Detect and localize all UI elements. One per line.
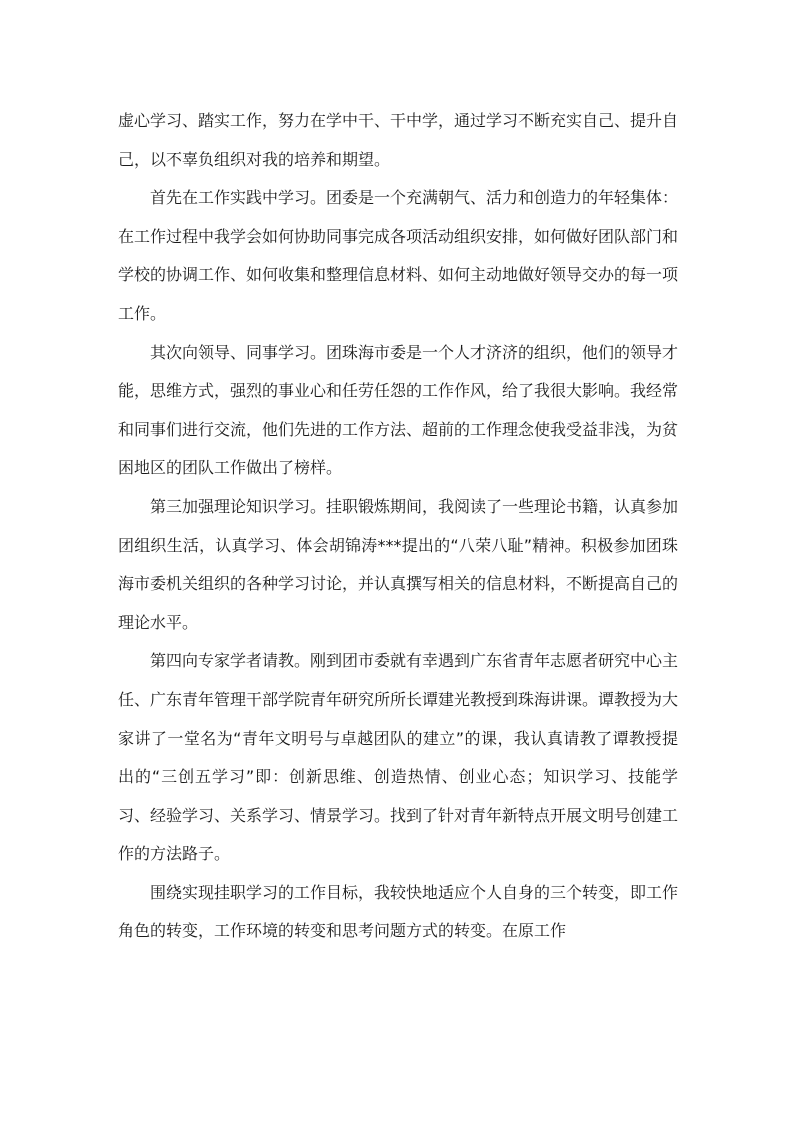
paragraph-three-transitions: 围绕实现挂职学习的工作目标，我较快地适应个人自身的三个转变，即工作角色的转变，工作环境的转变和思考问题方式的转变。在原工作 <box>118 882 679 941</box>
paragraph-theory-study: 第三加强理论知识学习。挂职锻炼期间，我阅读了一些理论书籍，认真参加团组织生活，认真学习、体会胡锦涛***提出的“八荣八耻”精神。积极参加团珠海市委机关组织的各种学习讨论，并认真撰写相关的信息材料，不断提高自己的理论水平。 <box>118 496 679 632</box>
paragraph-work-practice: 首先在工作实践中学习。团委是一个充满朝气、活力和创造力的年轻集体：在工作过程中我学会如何协助同事完成各项活动组织安排，如何做好团队部门和学校的协调工作、如何收集和整理信息材料、如何主动地做好领导交办的每一项工作。 <box>118 188 679 323</box>
paragraph-expert-consult: 第四向专家学者请教。刚到团市委就有幸遇到广东省青年志愿者研究中心主任、广东青年管理干部学院青年研究所所长谭建光教授到珠海讲课。谭教授为大家讲了一堂名为“青年文明号与卓越团队的建立”的课，我认真请教了谭教授提出的“三创五学习”即：创新思维、创造热情、创业心态；知识学习、技能学习、经验学习、关系学习、情景学习。找到了针对青年新特点开展文明号创建工作的方法路子。 <box>118 651 679 864</box>
paragraph-continuation: 虚心学习、踏实工作，努力在学中干、干中学，通过学习不断充实自己、提升自己，以不辜负组织对我的培养和期望。 <box>118 111 679 169</box>
paragraph-learn-from-colleagues: 其次向领导、同事学习。团珠海市委是一个人才济济的组织，他们的领导才能，思维方式，强烈的事业心和任劳任怨的工作作风，给了我很大影响。我经常和同事们进行交流，他们先进的工作方法、超前的工作理念使我受益非浅，为贫困地区的团队工作做出了榜样。 <box>118 342 679 478</box>
document-body <box>118 102 678 951</box>
